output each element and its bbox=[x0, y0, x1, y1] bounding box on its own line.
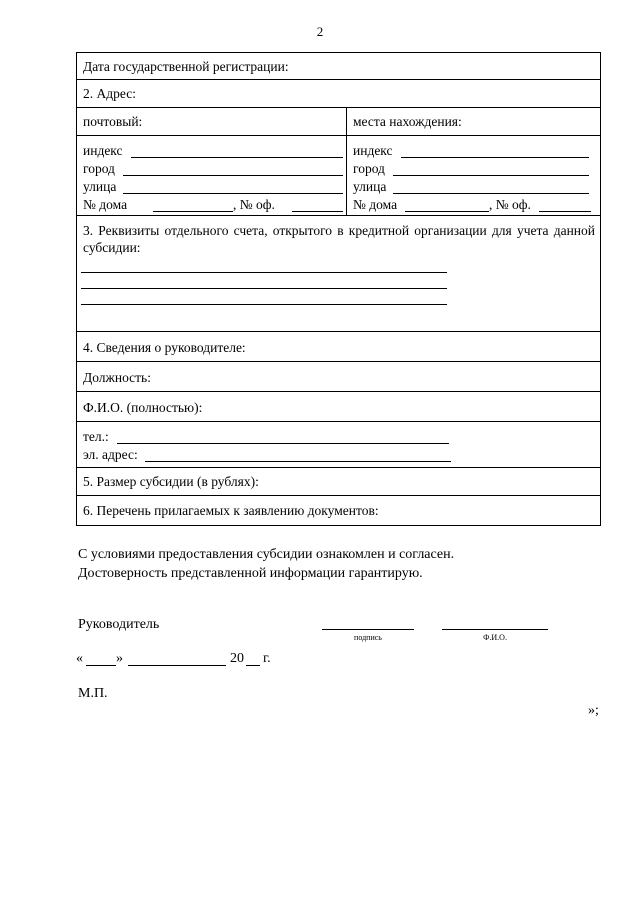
signatory-name-caption: Ф.И.О. bbox=[483, 633, 507, 642]
account-details-row bbox=[76, 216, 601, 332]
email-label: эл. адрес: bbox=[83, 447, 138, 462]
postal-office-field[interactable] bbox=[292, 211, 343, 212]
signatory-name-field[interactable] bbox=[442, 629, 548, 630]
location-header-cell bbox=[347, 108, 600, 135]
signature-field[interactable] bbox=[322, 629, 414, 630]
account-details-line-2[interactable] bbox=[81, 288, 447, 289]
postal-house-label: № дома bbox=[83, 197, 128, 212]
year-prefix: 20 bbox=[230, 651, 244, 666]
location-city-field[interactable] bbox=[393, 175, 589, 176]
location-office-field[interactable] bbox=[539, 211, 591, 212]
head-info-label: 4. Сведения о руководителе: bbox=[83, 340, 246, 355]
registration-date-row bbox=[76, 52, 601, 80]
signature-caption: подпись bbox=[354, 633, 382, 642]
location-house-field[interactable] bbox=[405, 211, 489, 212]
postal-street-field[interactable] bbox=[123, 193, 343, 194]
postal-city-field[interactable] bbox=[123, 175, 343, 176]
phone-field[interactable] bbox=[117, 443, 449, 444]
year-suffix: г. bbox=[263, 651, 271, 666]
application-form-table bbox=[76, 52, 601, 526]
registration-date-label: Дата государственной регистрации: bbox=[83, 59, 289, 74]
postal-index-label: индекс bbox=[83, 143, 123, 158]
postal-office-label: , № оф. bbox=[233, 197, 275, 212]
postal-header-cell bbox=[77, 108, 347, 135]
location-address-label: места нахождения: bbox=[353, 114, 462, 129]
location-index-field[interactable] bbox=[401, 157, 589, 158]
postal-index-field[interactable] bbox=[131, 157, 343, 158]
postal-address-fields bbox=[77, 136, 347, 215]
page-number: 2 bbox=[316, 24, 324, 39]
full-name-label: Ф.И.О. (полностью): bbox=[83, 400, 203, 415]
full-name-row bbox=[76, 392, 601, 422]
account-details-label: 3. Реквизиты отдельного счета, открытого в кредитной организации для учета данной субсидии: bbox=[83, 223, 595, 255]
address-row bbox=[76, 80, 601, 108]
location-house-label: № дома bbox=[353, 197, 398, 212]
documents-row bbox=[76, 496, 601, 526]
date-month-field[interactable] bbox=[128, 665, 226, 666]
postal-city-label: город bbox=[83, 161, 115, 176]
account-details-line-1[interactable] bbox=[81, 272, 447, 273]
location-city-label: город bbox=[353, 161, 385, 176]
position-label: Должность: bbox=[83, 370, 151, 385]
subsidy-amount-label: 5. Размер субсидии (в рублях): bbox=[83, 474, 259, 489]
date-open-quote: « bbox=[76, 651, 83, 666]
location-office-label: , № оф. bbox=[489, 197, 531, 212]
documents-label: 6. Перечень прилагаемых к заявлению документов: bbox=[83, 503, 379, 518]
location-address-fields bbox=[347, 136, 600, 215]
location-street-label: улица bbox=[353, 179, 387, 194]
address-label: 2. Адрес: bbox=[83, 86, 136, 101]
contacts-row bbox=[76, 422, 601, 468]
date-day-field[interactable] bbox=[86, 665, 116, 666]
agreement-text bbox=[78, 545, 454, 583]
head-label: Руководитель bbox=[78, 617, 160, 632]
date-close-quote: » bbox=[116, 651, 123, 666]
account-details-line-3[interactable] bbox=[81, 304, 447, 305]
location-index-label: индекс bbox=[353, 143, 393, 158]
position-row bbox=[76, 362, 601, 392]
agreement-line-1: С условиями предоставления субсидии ознакомлен и согласен. bbox=[78, 547, 455, 562]
postal-street-label: улица bbox=[83, 179, 117, 194]
phone-label: тел.: bbox=[83, 429, 109, 444]
location-street-field[interactable] bbox=[393, 193, 589, 194]
address-type-row bbox=[76, 108, 601, 136]
postal-address-label: почтовый: bbox=[83, 114, 143, 129]
address-fields-row bbox=[76, 136, 601, 216]
agreement-line-2: Достоверность представленной информации гарантирую. bbox=[78, 566, 423, 581]
date-year-field[interactable] bbox=[246, 665, 260, 666]
postal-house-field[interactable] bbox=[153, 211, 233, 212]
closing-mark: »; bbox=[588, 703, 599, 718]
head-info-row bbox=[76, 332, 601, 362]
stamp-label: М.П. bbox=[78, 686, 108, 701]
email-field[interactable] bbox=[145, 461, 451, 462]
subsidy-amount-row bbox=[76, 468, 601, 496]
